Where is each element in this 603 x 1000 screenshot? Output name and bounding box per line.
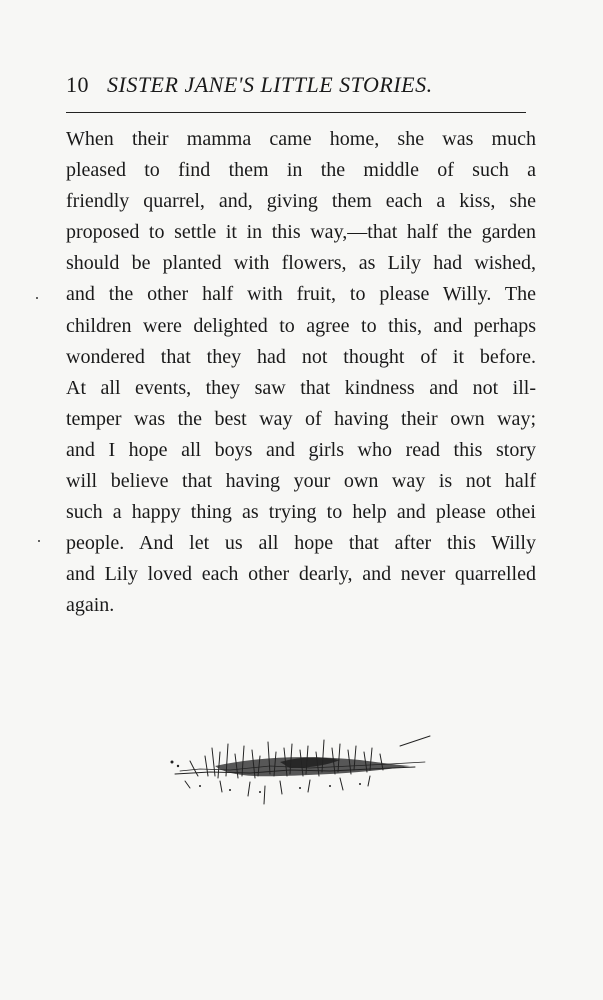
running-header bbox=[66, 72, 526, 98]
story-text bbox=[66, 124, 536, 622]
text-line: such a happy thing as trying to help and please othei bbox=[66, 501, 536, 524]
grass-vignette-illustration bbox=[160, 726, 440, 806]
text-line: and Lily loved each other dearly, and never quarrelled bbox=[66, 563, 536, 586]
text-line: When their mamma came home, she was much bbox=[66, 128, 536, 150]
text-line: and I hope all boys and girls who read this story bbox=[66, 438, 536, 461]
page-speck bbox=[38, 540, 40, 542]
page-speck bbox=[36, 297, 38, 299]
header-rule bbox=[66, 112, 526, 113]
text-line: and the other half with fruit, to please Willy. The bbox=[66, 283, 536, 306]
text-line: again. bbox=[66, 594, 115, 617]
text-line: will believe that having your own way is not half bbox=[66, 470, 536, 493]
text-line: children were delighted to agree to this, and perhaps bbox=[66, 314, 536, 337]
running-title: SISTER JANE'S LITTLE STORIES. bbox=[107, 72, 433, 97]
page-number: 10 bbox=[66, 72, 89, 97]
text-line: temper was the best way of having their own way; bbox=[66, 407, 536, 430]
text-line: wondered that they had not thought of it before. bbox=[66, 345, 536, 368]
text-line: friendly quarrel, and, giving them each a kiss, she bbox=[66, 190, 536, 213]
text-line: should be planted with flowers, as Lily had wished, bbox=[66, 252, 536, 275]
text-line: people. And let us all hope that after this Willy bbox=[66, 532, 536, 555]
text-line: At all events, they saw that kindness and not ill- bbox=[66, 376, 536, 399]
text-line: pleased to find them in the middle of such a bbox=[66, 159, 536, 182]
text-line: proposed to settle it in this way,—that half the garden bbox=[66, 221, 536, 244]
